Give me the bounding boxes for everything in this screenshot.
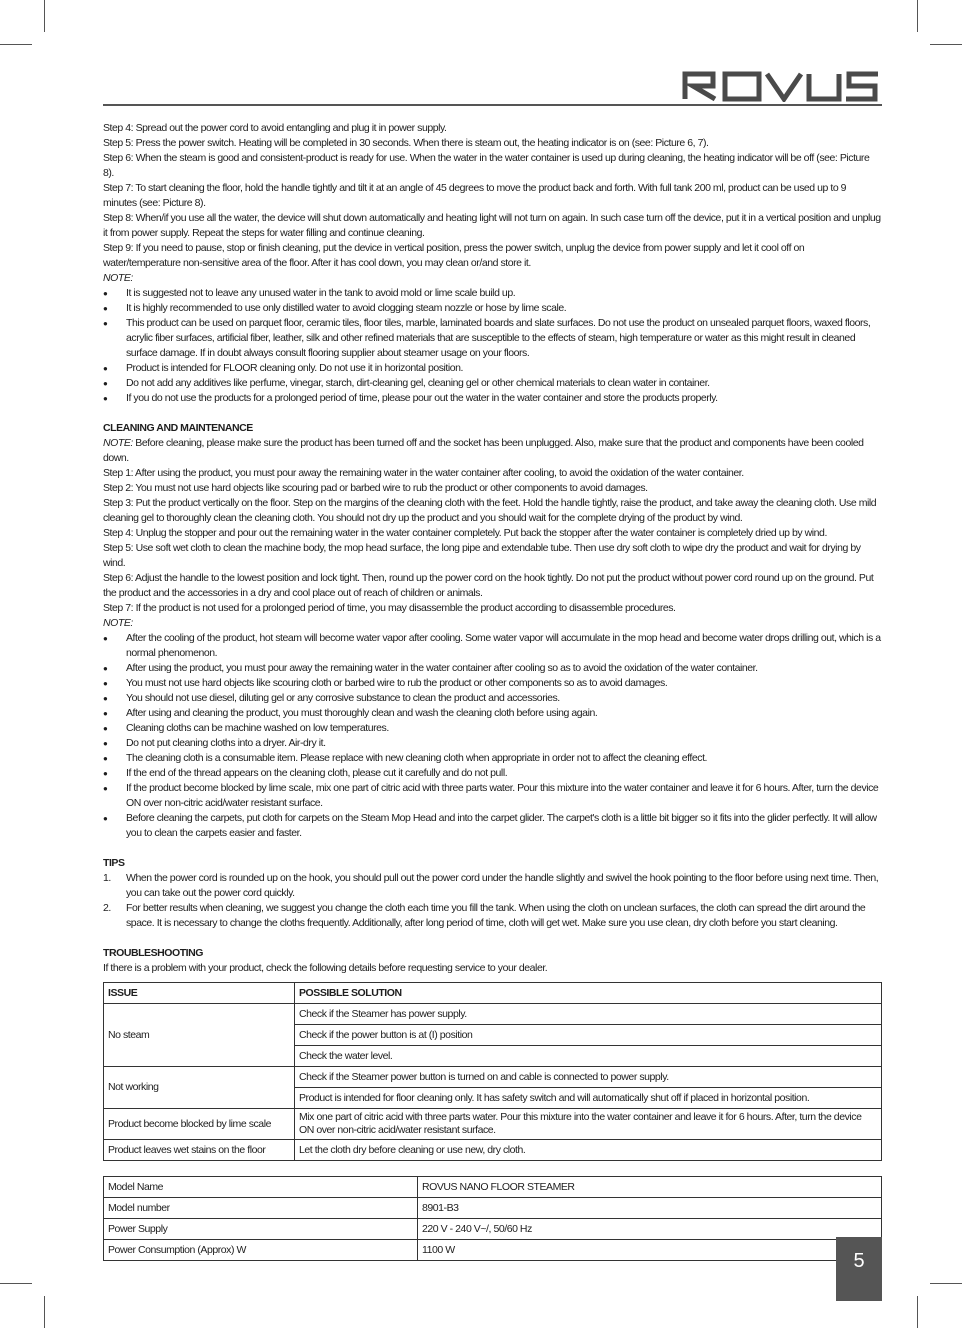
- column-header: ISSUE: [104, 983, 295, 1004]
- list-item: [103, 901, 882, 931]
- solution-cell: Check if the power button is at (I) position: [295, 1025, 882, 1046]
- list-item: [103, 871, 882, 901]
- cleaning-heading: CLEANING AND MAINTENANCE: [103, 422, 253, 434]
- step-4: Step 4: Spread out the power cord to avoid entangling and plug it in power supply.: [103, 122, 447, 134]
- troubleshooting-table: [103, 982, 882, 1161]
- list-item: ● If the product become blocked by lime scale, mix one part of citric acid with three parts water. Pour this mixture into the water container and leave it for 6 hours. After, turn the device ON over non-citric acid/water resistant surface.: [103, 781, 882, 811]
- issue-cell: Product leaves wet stains on the floor: [104, 1140, 295, 1161]
- solution-cell: Let the cloth dry before cleaning or use new, dry cloth.: [295, 1140, 882, 1161]
- table-row: [104, 1140, 882, 1161]
- crop-mark: [917, 1296, 918, 1328]
- cleaning-step-4: Step 4: Unplug the stopper and pour out the remaining water in the water container completely. Put back the stopper after the water container is completely dried up by wind.: [103, 527, 827, 539]
- list-item: ● After using and cleaning the product, you must thoroughly clean and wash the cleaning cloth before using again.: [103, 706, 882, 721]
- spec-value: 1100 W: [418, 1240, 882, 1261]
- crop-mark: [44, 0, 45, 32]
- solution-cell: Check if the Steamer has power supply.: [295, 1004, 882, 1025]
- tip-text: For better results when cleaning, we suggest you change the cloth each time you fill the tank. When using the cloth on unclean surfaces, the cloth can spread the dirt around the space. It is necessary to change the cloths frequently. Additionally, after long period of time, cloth will get wet. Make sure you use clean, dry cloth before you start cleaning.: [126, 902, 866, 929]
- step-8: Step 8: When/if you use all the water, the device will shut down automatically and heating light will not turn on again. In such case turn off the device, put it in a vertical position and unplug it from power supply. Repeat the steps for water filling and continue cleaning.: [103, 212, 881, 239]
- list-item: ● Do not put cleaning cloths into a dryer. Air-dry it.: [103, 736, 882, 751]
- cleaning-step-2: Step 2: You must not use hard objects like scouring pad or barbed wire to rub the product or other components to avoid damages.: [103, 482, 648, 494]
- list-item: ● It is highly recommended to use only distilled water to avoid clogging steam nozzle or hose by lime scale.: [103, 301, 882, 316]
- list-number: 2.: [103, 902, 111, 914]
- list-item: ● Do not add any additives like perfume, vinegar, starch, dirt-cleaning gel, cleaning gel or other chemical materials to clean water in container.: [103, 376, 882, 391]
- specifications-table: [103, 1176, 882, 1261]
- spec-value: 220 V - 240 V~/, 50/60 Hz: [418, 1219, 882, 1240]
- note-label: NOTE:: [103, 437, 133, 449]
- table-row: [104, 1198, 882, 1219]
- page-content: [103, 121, 882, 1261]
- step-6: Step 6: When the steam is good and consistent-product is ready for use. When the water in the water container is used up during cleaning, the heating indicator will be off (see: Picture 8).: [103, 152, 870, 179]
- note-label: NOTE:: [103, 272, 133, 284]
- table-row: [104, 1240, 882, 1261]
- spec-label: Power Supply: [104, 1219, 418, 1240]
- solution-cell: Product is intended for floor cleaning only. It has safety switch and will automatically shut off if placed in horizontal position.: [295, 1088, 882, 1109]
- issue-cell: Not working: [104, 1067, 295, 1109]
- table-row: [104, 1004, 882, 1025]
- list-item: ● You must not use hard objects like scouring cloth or barbed wire to rub the product or other components so as to avoid damages.: [103, 676, 882, 691]
- crop-mark: [917, 0, 918, 32]
- tips-list: [103, 871, 882, 931]
- cleaning-step-6: Step 6: Adjust the handle to the lowest position and lock tight. Then, round up the power cord on the hook tightly. Do not put the product without power cord round up on the ground. Put the product and the accessories in a dry and cool place out of reach of children or animals.: [103, 572, 874, 599]
- table-row: [104, 1109, 882, 1140]
- brand-logo: [681, 70, 881, 102]
- table-row: [104, 1067, 882, 1088]
- tip-text: When the power cord is rounded up on the hook, you should pull out the power cord under the handle slightly and swivel the hook pointing to the floor before using next time. Then, you can take out the power cord quickly.: [126, 872, 879, 899]
- list-item: ● Cleaning cloths can be machine washed on low temperatures.: [103, 721, 882, 736]
- table-row: [104, 983, 882, 1004]
- list-item: ● The cleaning cloth is a consumable item. Please replace with new cleaning cloth when appropriate in order not to affect the cleaning effect.: [103, 751, 882, 766]
- spec-label: Model number: [104, 1198, 418, 1219]
- table-row: [104, 1219, 882, 1240]
- step-7: Step 7: To start cleaning the floor, hold the handle tightly and tilt it at an angle of 45 degrees to move the product back and forth. With full tank 200 ml, product can be used up to 9 minutes (see: Picture 8).: [103, 182, 847, 209]
- spec-label: Power Consumption (Approx) W: [104, 1240, 418, 1261]
- spec-label: Model Name: [104, 1177, 418, 1198]
- crop-mark: [44, 1296, 45, 1328]
- cleaning-note: [103, 436, 882, 466]
- cleaning-note-list: [103, 631, 882, 841]
- crop-mark: [0, 44, 32, 45]
- list-number: 1.: [103, 872, 111, 884]
- troubleshooting-heading: TROUBLESHOOTING: [103, 947, 203, 959]
- step-9: Step 9: If you need to pause, stop or finish cleaning, put the device in vertical position, press the power switch, unplug the device from power supply and let it cool off on water/temperature non-sensitive area of the floor. After it has cool down, you may clean or/and store it.: [103, 242, 805, 269]
- tips-heading: TIPS: [103, 857, 125, 869]
- table-row: [104, 1177, 882, 1198]
- crop-mark: [0, 1283, 32, 1284]
- issue-cell: Product become blocked by lime scale: [104, 1109, 295, 1140]
- cleaning-step-5: Step 5: Use soft wet cloth to clean the machine body, the mop head surface, the long pipe and extendable tube. Then use dry soft cloth to wipe dry the product and wait for drying by wind.: [103, 542, 861, 569]
- column-header: POSSIBLE SOLUTION: [295, 983, 882, 1004]
- crop-mark: [930, 1283, 962, 1284]
- cleaning-step-3: Step 3: Put the product vertically on the floor. Step on the margins of the cleaning cloth with the feet. Hold the handle tightly, raise the product, and take away the cleaning cloth. Use mild cleaning gel to thoroughly clean the cleaning cloth. You should not dry up the product and you should wait for the complete drying of the product by wind.: [103, 497, 877, 524]
- list-item: ● After using the product, you must pour away the remaining water in the water container after cooling so as to avoid the oxidation of the water container.: [103, 661, 882, 676]
- note-text: Before cleaning, please make sure the product has been turned off and the socket has been unplugged. Also, make sure that the product and components have been cooled down.: [103, 437, 864, 464]
- page-number: 5: [836, 1237, 882, 1301]
- solution-cell: Check if the Steamer power button is turned on and cable is connected to power supply.: [295, 1067, 882, 1088]
- step-5: Step 5: Press the power switch. Heating will be completed in 30 seconds. When there is steam out, the heating indicator is on (see: Picture 6, 7).: [103, 137, 709, 149]
- note-list: [103, 286, 882, 406]
- list-item: ● You should not use diesel, diluting gel or any corrosive substance to clean the product and accessories.: [103, 691, 882, 706]
- troubleshooting-intro: If there is a problem with your product, check the following details before requesting service to your dealer.: [103, 962, 548, 974]
- solution-cell: Mix one part of citric acid with three parts water. Pour this mixture into the water container and leave it for 6 hours. After, turn the device ON over non-citric acid/water resistant surface.: [295, 1109, 882, 1140]
- list-item: ● It is suggested not to leave any unused water in the tank to avoid mold or lime scale build up.: [103, 286, 882, 301]
- list-item: ● Before cleaning the carpets, put cloth for carpets on the Steam Mop Head and into the carpet glider. The carpet's cloth is a little bit bigger so it fits into the glider perfectly. It will allow you to clean the carpets easier and faster.: [103, 811, 882, 841]
- list-item: ● If the end of the thread appears on the cleaning cloth, please cut it carefully and do not pull.: [103, 766, 882, 781]
- solution-cell: Check the water level.: [295, 1046, 882, 1067]
- list-item: ● If you do not use the products for a prolonged period of time, please pour out the water in the water container and store the products properly.: [103, 391, 882, 406]
- cleaning-step-1: Step 1: After using the product, you must pour away the remaining water in the water container after cooling, to avoid the oxidation of the water container.: [103, 467, 744, 479]
- spec-value: 8901-B3: [418, 1198, 882, 1219]
- issue-cell: No steam: [104, 1004, 295, 1067]
- header-rule: [103, 104, 882, 106]
- cleaning-step-7: Step 7: If the product is not used for a prolonged period of time, you may disassemble the product according to disassemble procedures.: [103, 602, 676, 614]
- list-item: ● Product is intended for FLOOR cleaning only. Do not use it in horizontal position.: [103, 361, 882, 376]
- spec-value: ROVUS NANO FLOOR STEAMER: [418, 1177, 882, 1198]
- crop-mark: [930, 44, 962, 45]
- list-item: ● This product can be used on parquet floor, ceramic tiles, floor tiles, marble, laminated boards and slate surfaces. Do not use the product on unsealed parquet floors, waxed floors, acrylic fiber surfaces, artificial fiber, leather, silk and other refined materials that are susceptible to the effects of steam, high temperature or water as this might result in cleaned surface damage. If in doubt always consult flooring supplier about steamer usage on your floors.: [103, 316, 882, 361]
- list-item: ● After the cooling of the product, hot steam will become water vapor after cooling. Some water vapor will accumulate in the mop head and become water drops drilling out, which is a normal phenomenon.: [103, 631, 882, 661]
- note-label: NOTE:: [103, 617, 133, 629]
